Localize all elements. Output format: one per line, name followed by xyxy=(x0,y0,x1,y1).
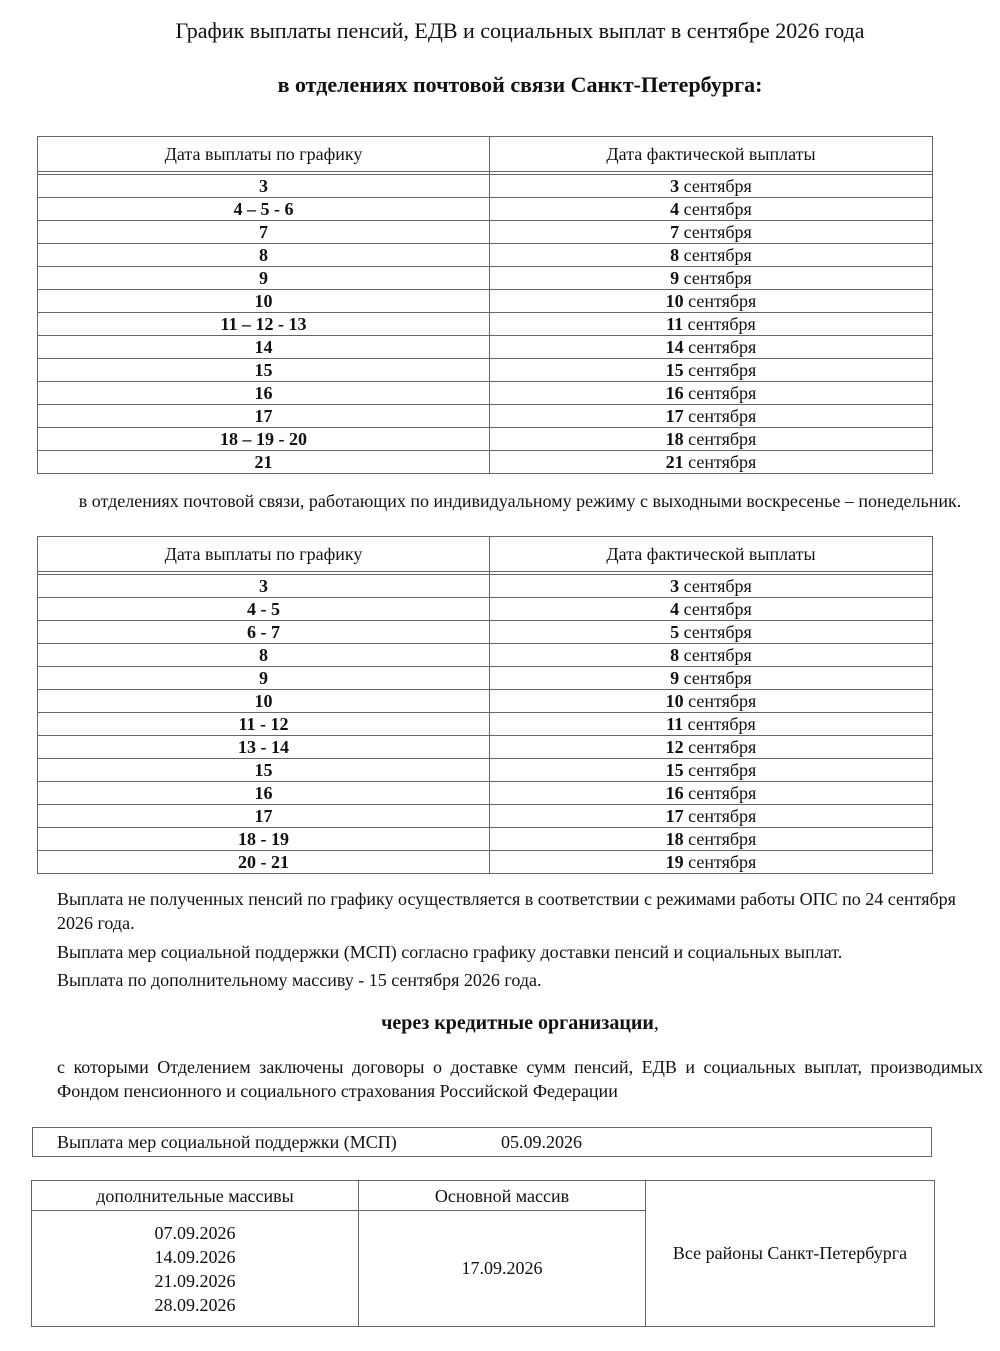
credit-additional-dates xyxy=(32,1211,359,1327)
actual-date-cell xyxy=(490,805,933,828)
credit-region: Все районы Санкт-Петербурга xyxy=(646,1181,935,1327)
actual-date-cell xyxy=(490,382,933,405)
actual-day: 8 xyxy=(670,245,680,265)
msp-paragraph: Выплата мер социальной поддержки (МСП) согласно графику доставки пенсий и социальных выплат. xyxy=(57,942,843,962)
actual-day: 11 xyxy=(666,714,684,734)
table-row xyxy=(38,621,933,644)
scheduled-date-cell: 15 xyxy=(38,359,490,382)
actual-date-cell xyxy=(490,313,933,336)
unreceived-pensions-paragraph: Выплата не полученных пенсий по графику осуществляется в соответствии с режимами работы ОПС по 24 сентября 2026 года. xyxy=(57,889,956,933)
actual-day: 16 xyxy=(665,783,684,803)
scheduled-date-cell: 18 – 19 - 20 xyxy=(38,428,490,451)
actual-month: сентября xyxy=(683,576,752,596)
table-row xyxy=(38,267,933,290)
actual-day: 16 xyxy=(665,383,684,403)
actual-day: 9 xyxy=(670,268,680,288)
table-row xyxy=(38,198,933,221)
actual-day: 10 xyxy=(665,691,684,711)
actual-date-cell xyxy=(490,175,933,198)
actual-day: 4 xyxy=(670,199,680,219)
scheduled-date-cell: 9 xyxy=(38,667,490,690)
actual-month: сентября xyxy=(683,268,752,288)
table2-header-actual: Дата фактической выплаты xyxy=(490,537,933,572)
actual-day: 19 xyxy=(665,852,684,872)
actual-date-cell xyxy=(490,851,933,874)
schedule-table-individual xyxy=(37,536,933,874)
table2-header-scheduled: Дата выплаты по графику xyxy=(38,537,490,572)
actual-day: 3 xyxy=(670,576,680,596)
actual-date-cell xyxy=(490,267,933,290)
actual-date-cell xyxy=(490,598,933,621)
table-row xyxy=(38,851,933,874)
actual-date-cell xyxy=(490,736,933,759)
actual-date-cell xyxy=(490,828,933,851)
actual-month: сентября xyxy=(688,852,757,872)
actual-date-cell xyxy=(490,198,933,221)
table-row xyxy=(38,405,933,428)
actual-month: сентября xyxy=(688,383,757,403)
credit-header-main: Основной массив xyxy=(359,1181,646,1211)
actual-day: 18 xyxy=(665,429,684,449)
actual-date-cell xyxy=(490,575,933,598)
table-row xyxy=(38,828,933,851)
actual-date-cell xyxy=(490,451,933,474)
scheduled-date-cell: 3 xyxy=(38,575,490,598)
actual-month: сентября xyxy=(683,176,752,196)
actual-month: сентября xyxy=(688,337,757,357)
table1-header-scheduled: Дата выплаты по графику xyxy=(38,137,490,172)
credit-organizations-heading xyxy=(0,1012,1000,1035)
scheduled-date-cell: 20 - 21 xyxy=(38,851,490,874)
scheduled-date-cell: 11 - 12 xyxy=(38,713,490,736)
table-row xyxy=(38,690,933,713)
actual-date-cell xyxy=(490,428,933,451)
actual-month: сентября xyxy=(688,406,757,426)
actual-day: 8 xyxy=(670,645,680,665)
actual-day: 21 xyxy=(665,452,684,472)
actual-day: 17 xyxy=(665,806,684,826)
table1-header-actual: Дата фактической выплаты xyxy=(490,137,933,172)
schedule-table-standard xyxy=(37,136,933,474)
credit-paragraph: с которыми Отделением заключены договоры о доставке сумм пенсий, ЕДВ и социальных выплат, производимых Фондом пенсионного и социального страхования Российской Федерации xyxy=(57,1057,983,1101)
scheduled-date-cell: 21 xyxy=(38,451,490,474)
additional-date: 14.09.2026 xyxy=(154,1246,236,1267)
actual-month: сентября xyxy=(683,222,752,242)
actual-day: 17 xyxy=(665,406,684,426)
credit-heading-comma: , xyxy=(653,1012,659,1034)
actual-date-cell xyxy=(490,667,933,690)
actual-day: 12 xyxy=(665,737,684,757)
scheduled-date-cell: 16 xyxy=(38,382,490,405)
msp-box-date: 05.09.2026 xyxy=(501,1132,582,1152)
actual-date-cell xyxy=(490,359,933,382)
table-row xyxy=(38,598,933,621)
credit-header-additional: дополнительные массивы xyxy=(32,1181,359,1211)
credit-heading-bold: через кредитные организации xyxy=(381,1012,654,1034)
actual-day: 9 xyxy=(670,668,680,688)
actual-date-cell xyxy=(490,759,933,782)
scheduled-date-cell: 11 – 12 - 13 xyxy=(38,313,490,336)
table-row xyxy=(38,667,933,690)
msp-box-label: Выплата мер социальной поддержки (МСП) xyxy=(57,1132,397,1152)
scheduled-date-cell: 10 xyxy=(38,690,490,713)
credit-main-date: 17.09.2026 xyxy=(359,1211,646,1327)
actual-month: сентября xyxy=(683,245,752,265)
actual-date-cell xyxy=(490,405,933,428)
table-row xyxy=(38,382,933,405)
scheduled-date-cell: 13 - 14 xyxy=(38,736,490,759)
scheduled-date-cell: 4 - 5 xyxy=(38,598,490,621)
table-row xyxy=(38,644,933,667)
actual-month: сентября xyxy=(687,714,756,734)
table-row xyxy=(38,782,933,805)
additional-date: 21.09.2026 xyxy=(154,1270,236,1291)
actual-month: сентября xyxy=(688,452,757,472)
actual-month: сентября xyxy=(688,760,757,780)
table-row xyxy=(38,805,933,828)
actual-month: сентября xyxy=(688,429,757,449)
actual-day: 5 xyxy=(670,622,680,642)
scheduled-date-cell: 10 xyxy=(38,290,490,313)
actual-date-cell xyxy=(490,290,933,313)
actual-day: 11 xyxy=(666,314,684,334)
scheduled-date-cell: 15 xyxy=(38,759,490,782)
actual-date-cell xyxy=(490,644,933,667)
actual-month: сентября xyxy=(683,199,752,219)
scheduled-date-cell: 6 - 7 xyxy=(38,621,490,644)
scheduled-date-cell: 8 xyxy=(38,244,490,267)
actual-day: 18 xyxy=(665,829,684,849)
table-row xyxy=(38,359,933,382)
table-row xyxy=(38,221,933,244)
scheduled-date-cell: 18 - 19 xyxy=(38,828,490,851)
additional-array-paragraph: Выплата по дополнительному массиву - 15 сентября 2026 года. xyxy=(57,970,542,990)
actual-day: 3 xyxy=(670,176,680,196)
table-row xyxy=(38,175,933,198)
msp-box xyxy=(32,1127,932,1157)
actual-day: 15 xyxy=(665,360,684,380)
actual-month: сентября xyxy=(683,645,752,665)
scheduled-date-cell: 7 xyxy=(38,221,490,244)
actual-date-cell xyxy=(490,713,933,736)
scheduled-date-cell: 17 xyxy=(38,805,490,828)
table-row xyxy=(38,336,933,359)
table-row xyxy=(38,713,933,736)
additional-date: 28.09.2026 xyxy=(154,1294,236,1315)
actual-month: сентября xyxy=(683,599,752,619)
scheduled-date-cell: 4 – 5 - 6 xyxy=(38,198,490,221)
additional-date: 07.09.2026 xyxy=(154,1222,236,1243)
table-row xyxy=(38,451,933,474)
scheduled-date-cell: 16 xyxy=(38,782,490,805)
actual-date-cell xyxy=(490,621,933,644)
actual-month: сентября xyxy=(687,314,756,334)
actual-day: 7 xyxy=(670,222,680,242)
title-line-2: в отделениях почтовой связи Санкт-Петербурга: xyxy=(277,72,763,97)
table-row xyxy=(38,428,933,451)
actual-month: сентября xyxy=(688,291,757,311)
actual-month: сентября xyxy=(688,691,757,711)
actual-date-cell xyxy=(490,244,933,267)
scheduled-date-cell: 17 xyxy=(38,405,490,428)
credit-table xyxy=(31,1180,935,1327)
actual-day: 14 xyxy=(665,337,684,357)
actual-date-cell xyxy=(490,221,933,244)
actual-day: 4 xyxy=(670,599,680,619)
title-line-1: График выплаты пенсий, ЕДВ и социальных выплат в сентябре 2026 года xyxy=(175,18,865,43)
actual-month: сентября xyxy=(688,737,757,757)
table-row xyxy=(38,244,933,267)
actual-month: сентября xyxy=(688,783,757,803)
actual-month: сентября xyxy=(683,668,752,688)
table-row xyxy=(38,313,933,336)
actual-date-cell xyxy=(490,690,933,713)
actual-month: сентября xyxy=(688,360,757,380)
scheduled-date-cell: 14 xyxy=(38,336,490,359)
table-row xyxy=(38,759,933,782)
actual-month: сентября xyxy=(688,806,757,826)
scheduled-date-cell: 9 xyxy=(38,267,490,290)
actual-month: сентября xyxy=(688,829,757,849)
table-row xyxy=(38,290,933,313)
scheduled-date-cell: 8 xyxy=(38,644,490,667)
actual-day: 10 xyxy=(665,291,684,311)
table-row xyxy=(38,575,933,598)
individual-mode-note: в отделениях почтовой связи, работающих по индивидуальному режиму с выходными воскресенье – понедельник. xyxy=(78,491,962,511)
actual-month: сентября xyxy=(683,622,752,642)
actual-day: 15 xyxy=(665,760,684,780)
actual-date-cell xyxy=(490,336,933,359)
actual-date-cell xyxy=(490,782,933,805)
scheduled-date-cell: 3 xyxy=(38,175,490,198)
table-row xyxy=(38,736,933,759)
